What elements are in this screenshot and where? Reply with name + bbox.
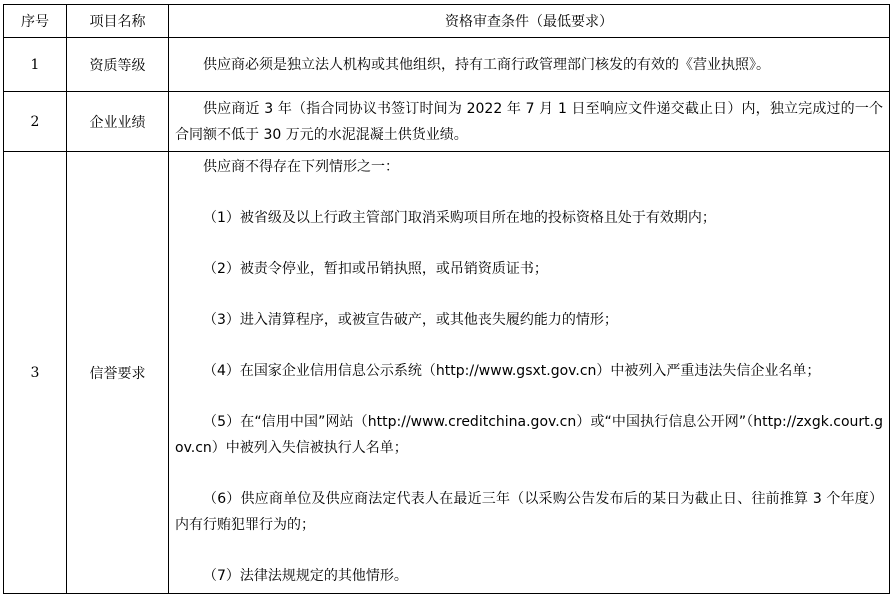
table-header-row [4,5,890,38]
row-number: 3 [4,152,67,594]
qualification-table [3,4,890,594]
list-item: （2）被责令停业，暂扣或吊销执照，或吊销资质证书； [203,261,548,277]
list-item: （6）供应商单位及供应商法定代表人在最近三年（以采购公告发布后的某日为截止日、往前推算 3 个年度）内有行贿犯罪行为的； [175,491,883,533]
qualification-table-frame [3,4,888,597]
requirement-text: 供应商近 3 年（指合同协议书签订时间为 2022 年 7 月 1 日至响应文件递交截止日）内，独立完成过的一个合同额不低于 30 万元的水泥混凝土供货业绩。 [175,100,883,143]
row-item-name: 信誉要求 [67,152,169,594]
header-requirement: 资格审查条件（最低要求） [169,5,890,38]
table-row [4,152,890,594]
credit-requirement-list [169,152,889,589]
header-item-name: 项目名称 [67,5,169,38]
list-item: （4）在国家企业信用信息公示系统（http://www.gsxt.gov.cn）中被列入严重违法失信企业名单； [203,363,821,379]
list-item: （1）被省级及以上行政主管部门取消采购项目所在地的投标资格且处于有效期内； [203,210,716,226]
row-item-name: 企业业绩 [67,92,169,152]
row-number: 2 [4,92,67,152]
requirement-intro: 供应商不得存在下列情形之一： [203,159,399,175]
row-requirement-cell [169,152,890,594]
table-row [4,92,890,152]
list-item: （7）法律法规规定的其他情形。 [203,568,408,584]
row-requirement-cell [169,92,890,152]
list-item: （5）在“信用中国”网站（http://www.creditchina.gov.cn）或“中国执行信息公开网”（http://zxgk.court.gov.cn）中被列入失信被执行人名单； [175,414,883,456]
list-item: （3）进入清算程序，或被宣告破产，或其他丧失履约能力的情形； [203,312,618,328]
header-no: 序号 [4,5,67,38]
row-item-name: 资质等级 [67,38,169,92]
requirement-text: 供应商必须是独立法人机构或其他组织，持有工商行政管理部门核发的有效的《营业执照》。 [203,56,770,73]
row-requirement-cell [169,38,890,92]
table-row [4,38,890,92]
row-number: 1 [4,38,67,92]
